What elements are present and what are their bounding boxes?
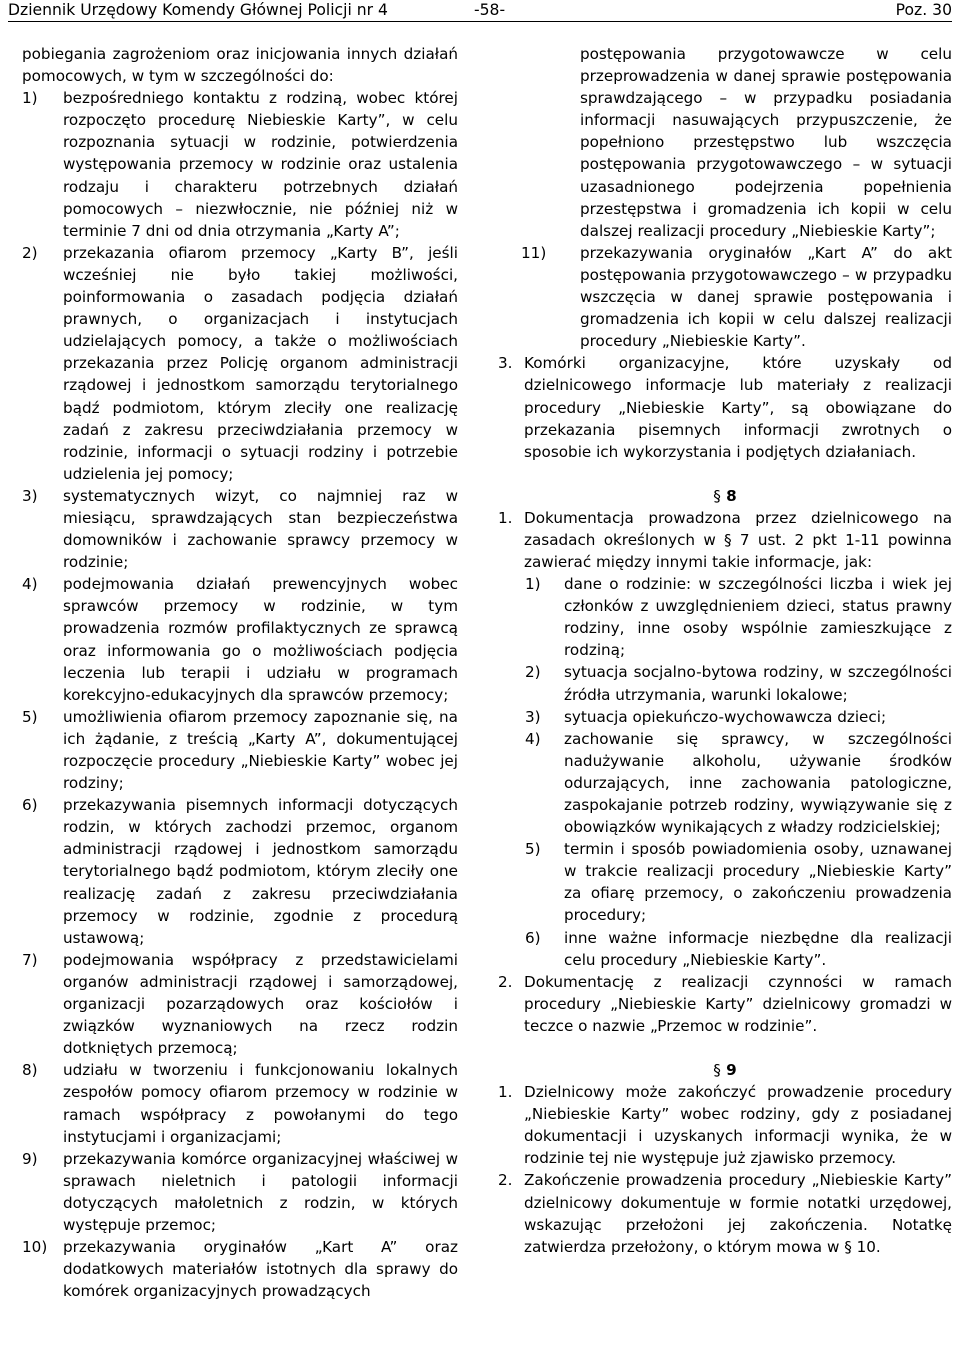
list-item <box>22 87 458 242</box>
header-rule <box>8 21 952 22</box>
item-number: 6) <box>525 928 541 947</box>
item-text: dane o rodzinie: w szczególności liczba i wiek jej członków z uwzględnieniem dzieci, status prawny rodziny, inne osoby wspólnie zamieszkujące z rodziną; <box>564 575 952 660</box>
item-number: 7) <box>22 950 38 969</box>
list-item <box>521 242 952 352</box>
item-text: termin i sposób powiadomienia osoby, uznawanej w trakcie realizacji procedury „Niebieskie Karty” za ofiarę przemocy, o zakończeniu prowadzenia procedury; <box>564 840 952 925</box>
page-number: -58- <box>474 1 506 19</box>
item-text: przekazywania pisemnych informacji dotyczących rodzin, w których zachodzi przemoc, organom administracji rządowej i jednostkom samorządu terytorialnego bądź podmiotom, którym zleciły one realizację zadań z zakresu przeciwdziałania przemocy w rodzinie, zgodnie z procedurą ustawową; <box>63 796 458 947</box>
section-symbol: § <box>713 1061 721 1080</box>
paragraph-number: 2. <box>498 1171 513 1190</box>
item-number: 3) <box>525 707 541 726</box>
list-item <box>22 573 458 706</box>
left-items-list <box>22 87 458 1302</box>
item-number: 6) <box>22 796 38 815</box>
item-number: 10) <box>22 1238 48 1257</box>
paragraph-text: Dokumentację z realizacji czynności w ramach procedury „Niebieskie Karty” dzielnicowy gromadzi w teczce o nazwie „Przemoc w rodzinie”. <box>524 972 952 1035</box>
position-number: Poz. 30 <box>895 1 952 19</box>
item-number: 3) <box>22 486 38 505</box>
paragraph-text: Zakończenie prowadzenia procedury „Niebieskie Karty” dzielnicowy dokumentuje w formie notatki urzędowej, wskazując przełożoni jej zakończenia. Notatkę zatwierdza przełożony, o którym mowa w § 10. <box>524 1171 952 1256</box>
item-text: przekazywania komórce organizacyjnej właściwej w sprawach nieletnich i patologii informacji dotyczących małoletnich z rodzin, w których występuje przemoc; <box>63 1149 458 1234</box>
list-item <box>521 573 952 661</box>
list-item <box>521 661 952 705</box>
item-text: systematycznych wizyt, co najmniej raz w miesiącu, sprawdzających stan bezpieczeństwa domowników i zachowanie sprawcy przemocy w rodzinie; <box>63 486 458 572</box>
item-number: 4) <box>22 575 38 594</box>
section-8-items <box>521 573 952 971</box>
section-8-paragraph-1 <box>498 507 952 573</box>
list-item <box>521 728 952 838</box>
paragraph-text: Dokumentacja prowadzona przez dzielnicowego na zasadach określonych w § 7 ust. 2 pkt 1-11 powinna zawierać między innymi takie informacje, jak: <box>524 508 952 571</box>
section-9-paragraph-1 <box>498 1081 952 1169</box>
right-column <box>498 43 952 1258</box>
list-item <box>22 1148 458 1236</box>
paragraph-text: Dzielnicowy może zakończyć prowadzenie procedury „Niebieskie Karty” wobec rodziny, gdy z posiadanej dokumentacji i uzyskanych informacji wynika, że w rodzinie tej nie występuje już zjawisko przemocy. <box>524 1083 952 1168</box>
list-item <box>22 242 458 485</box>
left-column <box>22 43 458 1302</box>
list-item <box>22 1059 458 1147</box>
item-text: inne ważne informacje niezbędne dla realizacji celu procedury „Niebieskie Karty”. <box>564 928 952 969</box>
page-header <box>8 0 952 22</box>
list-item <box>22 706 458 794</box>
paragraph-3 <box>498 352 952 462</box>
journal-title: Dziennik Urzędowy Komendy Głównej Policji nr 4 <box>8 1 388 19</box>
item-number: 1) <box>22 89 38 108</box>
item-text: bezpośredniego kontaktu z rodziną, wobec której rozpoczęto procedurę Niebieskie Karty”, w celu rozpoznania sytuacji w rodzinie, potwierdzenia występowania przemocy w rodzinie oraz ustalenia rodzaju i charakteru potrzebnych działań pomocowych – niezwłocznie, nie później niż w terminie 7 dni od dnia otrzymania „Karty A”; <box>63 89 458 240</box>
section-symbol: § <box>713 486 721 505</box>
list-item <box>521 706 952 728</box>
continued-items <box>521 43 952 352</box>
item-number: 11) <box>521 243 547 262</box>
item-text: przekazania ofiarom przemocy „Karty B”, jeśli wcześniej nie było takiej możliwości, poinformowania o zasadach podjęcia działań prawnych, o organizacjach i instytucjach udzielających pomocy, a także o możliwościach przekazania przez Policję organom administracji rządowej i jednostkom samorządu terytorialnego bądź podmiotom, którym zleciły one realizację zadań z zakresu przeciwdziałania przemocy w rodzinie, informacji o sytuacji rodziny i potrzebie udzielenia jej pomocy; <box>63 243 458 483</box>
item-number: 9) <box>22 1149 38 1168</box>
paragraph-number: 3. <box>498 354 513 373</box>
item-number: 5) <box>525 840 541 859</box>
intro-paragraph: pobiegania zagrożeniom oraz inicjowania innych działań pomocowych, w tym w szczególności do: <box>22 45 458 86</box>
paragraph-number: 1. <box>498 508 513 527</box>
list-item <box>521 838 952 926</box>
item-text: przekazywania oryginałów „Kart A” oraz dodatkowych materiałów istotnych dla sprawy do komórek organizacyjnych prowadzących <box>63 1238 458 1301</box>
list-item <box>22 1236 458 1302</box>
item-text: umożliwienia ofiarom przemocy zapoznanie się, na ich żądanie, z treścią „Karty A”, dokumentującej rozpoczęcie procedury „Niebieskie Karty” wobec jej rodziny; <box>63 707 458 793</box>
item-number: 5) <box>22 707 38 726</box>
paragraph-number: 2. <box>498 972 513 991</box>
section-8-heading <box>498 485 952 507</box>
paragraph-number: 1. <box>498 1083 513 1102</box>
item-text: zachowanie się sprawcy, w szczególności nadużywanie alkoholu, używanie środków odurzających, inne zachowania patologiczne, zaspokajanie potrzeb rodziny, wywiązywanie się z obowiązków wynikających z władzy rodzicielskiej; <box>564 729 952 837</box>
section-number: 9 <box>726 1061 737 1080</box>
item-number: 2) <box>525 663 541 682</box>
section-9-heading <box>498 1059 952 1081</box>
item-text: podejmowania współpracy z przedstawicielami organów administracji rządowej i samorządowej, organizacji pozarządowych oraz kościołów i związków wyznaniowych na rzecz rodzin dotkniętych przemocą; <box>63 950 458 1058</box>
item-text: udziału w tworzeniu i funkcjonowaniu lokalnych zespołów pomocy ofiarom przemocy w rodzinie w ramach współpracy z powołanymi do tego instytucjami i organizacjami; <box>63 1061 458 1146</box>
list-item <box>22 794 458 949</box>
section-9-paragraph-2 <box>498 1169 952 1257</box>
section-8-paragraph-2 <box>498 971 952 1037</box>
list-item <box>22 485 458 573</box>
item-number: 1) <box>525 575 541 594</box>
list-item <box>22 949 458 1059</box>
list-item <box>521 927 952 971</box>
item-10-continued: postępowania przygotowawcze w celu przeprowadzenia w danej sprawie postępowania sprawdzającego – w przypadku posiadania informacji nasuwających przypuszczenie, że popełniono przestępstwo lub wszczęcia postępowania przygotowawczego – w sytuacji uzasadnionego podejrzenia popełnienia przestępstwa i gromadzenia ich kopii w celu dalszej realizacji procedury „Niebieskie Karty”; <box>580 45 952 240</box>
item-text: sytuacja socjalno-bytowa rodziny, w szczególności źródła utrzymania, warunki lokalowe; <box>564 663 952 704</box>
section-number: 8 <box>726 486 737 505</box>
item-number: 4) <box>525 729 541 748</box>
item-text: przekazywania oryginałów „Kart A” do akt postępowania przygotowawczego – w przypadku wszczęcia w danej sprawie postępowania i gromadzenia ich kopii w celu dalszej realizacji procedury „Niebieskie Karty”. <box>580 243 952 351</box>
item-number: 2) <box>22 243 38 262</box>
paragraph-text: Komórki organizacyjne, które uzyskały od dzielnicowego informacje lub materiały z realizacji procedury „Niebieskie Karty”, są obowiązane do przekazania pisemnych informacji zwrotnych o sposobie ich wykorzystania i podjętych działaniach. <box>524 354 952 461</box>
item-text: sytuacja opiekuńczo-wychowawcza dzieci; <box>564 707 887 726</box>
item-number: 8) <box>22 1061 38 1080</box>
item-text: podejmowania działań prewencyjnych wobec sprawców przemocy w rodzinie, w tym prowadzenia rozmów profilaktycznych ze sprawcą oraz informowania go o możliwościach podjęcia leczenia lub terapii i udziału w programach korekcyjno-edukacyjnych dla sprawców przemocy; <box>63 575 458 704</box>
